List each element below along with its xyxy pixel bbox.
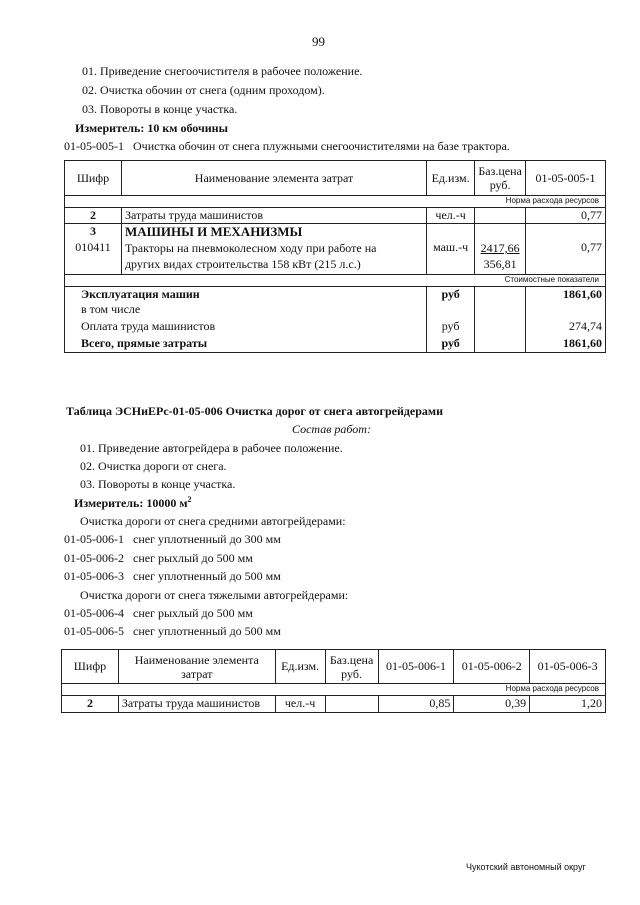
- item-text: снег уплотненный до 500 мм: [133, 624, 281, 638]
- col-unit: Ед.изм.: [275, 650, 325, 684]
- cell-name: [121, 240, 426, 274]
- cell-name: Затраты труда машинистов: [118, 696, 275, 713]
- sum-unit: руб: [427, 319, 475, 336]
- item-code: 01-05-006-1: [64, 532, 124, 546]
- step-2: 02. Очистка обочин от снега (одним проходом).: [82, 83, 325, 97]
- item-code: 01-05-006-3: [64, 569, 124, 583]
- section-subtitle: Состав работ:: [292, 422, 371, 436]
- cell-code: 3: [65, 224, 122, 241]
- group-1-label: Очистка дороги от снега средними автогрейдерами:: [80, 514, 346, 528]
- cell-code: 2: [62, 696, 119, 713]
- resource-table-1: [64, 160, 606, 353]
- col-name: Наименование элемента затрат: [118, 650, 275, 684]
- measure: Измеритель: 10 км обочины: [75, 121, 228, 135]
- cell-value: 0,77: [526, 208, 606, 224]
- item-text: снег уплотненный до 500 мм: [133, 569, 281, 583]
- item-text: Очистка обочин от снега плужными снегоочистителями на базе трактора.: [133, 139, 510, 153]
- col-rate-1: 01-05-006-1: [378, 650, 454, 684]
- item-text: снег уплотненный до 300 мм: [133, 532, 281, 546]
- item-line: [64, 532, 281, 547]
- norm-label: Норма расхода ресурсов: [62, 684, 606, 696]
- sum-name: Эксплуатация машин: [65, 286, 427, 302]
- sum-value: 1861,60: [526, 336, 606, 353]
- col-price: Баз.цена руб.: [475, 161, 526, 196]
- measure-sup: 2: [187, 495, 192, 504]
- step-2: 02. Очистка дороги от снега.: [80, 459, 227, 473]
- sum-value: 274,74: [526, 319, 606, 336]
- footer: Чукотский автономный округ: [466, 862, 586, 872]
- cell-value-2: 0,39: [454, 696, 530, 713]
- col-name: Наименование элемента затрат: [121, 161, 426, 196]
- measure: [74, 495, 192, 511]
- col-rate-3: 01-05-006-3: [530, 650, 606, 684]
- sum-unit: руб: [427, 336, 475, 353]
- price-value: 2417,66: [480, 241, 520, 255]
- item-code: 01-05-006-2: [64, 551, 124, 565]
- item-code: 01-05-005-1: [64, 139, 124, 153]
- section-title: Таблица ЭСНиЕРс-01-05-006 Очистка дорог от снега автогрейдерами: [66, 404, 444, 418]
- cell-unit: чел.-ч: [427, 208, 475, 224]
- measure-text: Измеритель: 10000 м: [74, 496, 188, 510]
- item-code: 01-05-006-5: [64, 624, 124, 638]
- norm-label: Норма расхода ресурсов: [65, 196, 606, 208]
- item-line: [64, 624, 281, 639]
- item-text: снег рыхлый до 500 мм: [133, 606, 253, 620]
- cell-price: [475, 240, 526, 274]
- col-code: Шифр: [62, 650, 119, 684]
- sum-name: в том числе: [65, 302, 427, 319]
- cell-name: Затраты труда машинистов: [121, 208, 426, 224]
- price-value-2: 356,81: [483, 257, 517, 271]
- sum-unit: руб: [427, 286, 475, 302]
- cell-value: 0,77: [526, 240, 606, 274]
- cell-unit: маш.-ч: [427, 240, 475, 274]
- item-line: [64, 569, 281, 584]
- page-number: 99: [312, 34, 325, 49]
- cost-label: Стоимостные показатели: [65, 274, 606, 286]
- cell-code: 010411: [65, 240, 122, 274]
- col-rate-2: 01-05-006-2: [454, 650, 530, 684]
- item-text: снег рыхлый до 500 мм: [133, 551, 253, 565]
- col-unit: Ед.изм.: [427, 161, 475, 196]
- item-line: [64, 551, 253, 566]
- group-2-label: Очистка дороги от снега тяжелыми автогрейдерами:: [80, 588, 349, 602]
- cell-value-3: 1,20: [530, 696, 606, 713]
- cell-code: 2: [65, 208, 122, 224]
- step-1: 01. Приведение автогрейдера в рабочее положение.: [80, 441, 343, 455]
- step-3: 03. Повороты в конце участка.: [82, 102, 238, 116]
- sum-name: Всего, прямые затраты: [65, 336, 427, 353]
- col-price: Баз.цена руб.: [325, 650, 378, 684]
- cell-value-1: 0,85: [378, 696, 454, 713]
- cell-name: МАШИНЫ И МЕХАНИЗМЫ: [121, 224, 426, 241]
- col-rate: 01-05-005-1: [526, 161, 606, 196]
- cell-name-line-1: Тракторы на пневмоколесном ходу при работе на: [124, 241, 377, 255]
- cell-unit: чел.-ч: [275, 696, 325, 713]
- cell-name-line-2: других видах строительства 158 кВт (215 л.с.): [124, 257, 361, 271]
- sum-value: 1861,60: [526, 286, 606, 302]
- item-line: [64, 139, 510, 154]
- item-code: 01-05-006-4: [64, 606, 124, 620]
- step-3: 03. Повороты в конце участка.: [80, 477, 236, 491]
- col-code: Шифр: [65, 161, 122, 196]
- resource-table-2: [61, 649, 606, 713]
- item-line: [64, 606, 253, 621]
- sum-name: Оплата труда машинистов: [65, 319, 427, 336]
- step-1: 01. Приведение снегоочистителя в рабочее положение.: [82, 64, 363, 78]
